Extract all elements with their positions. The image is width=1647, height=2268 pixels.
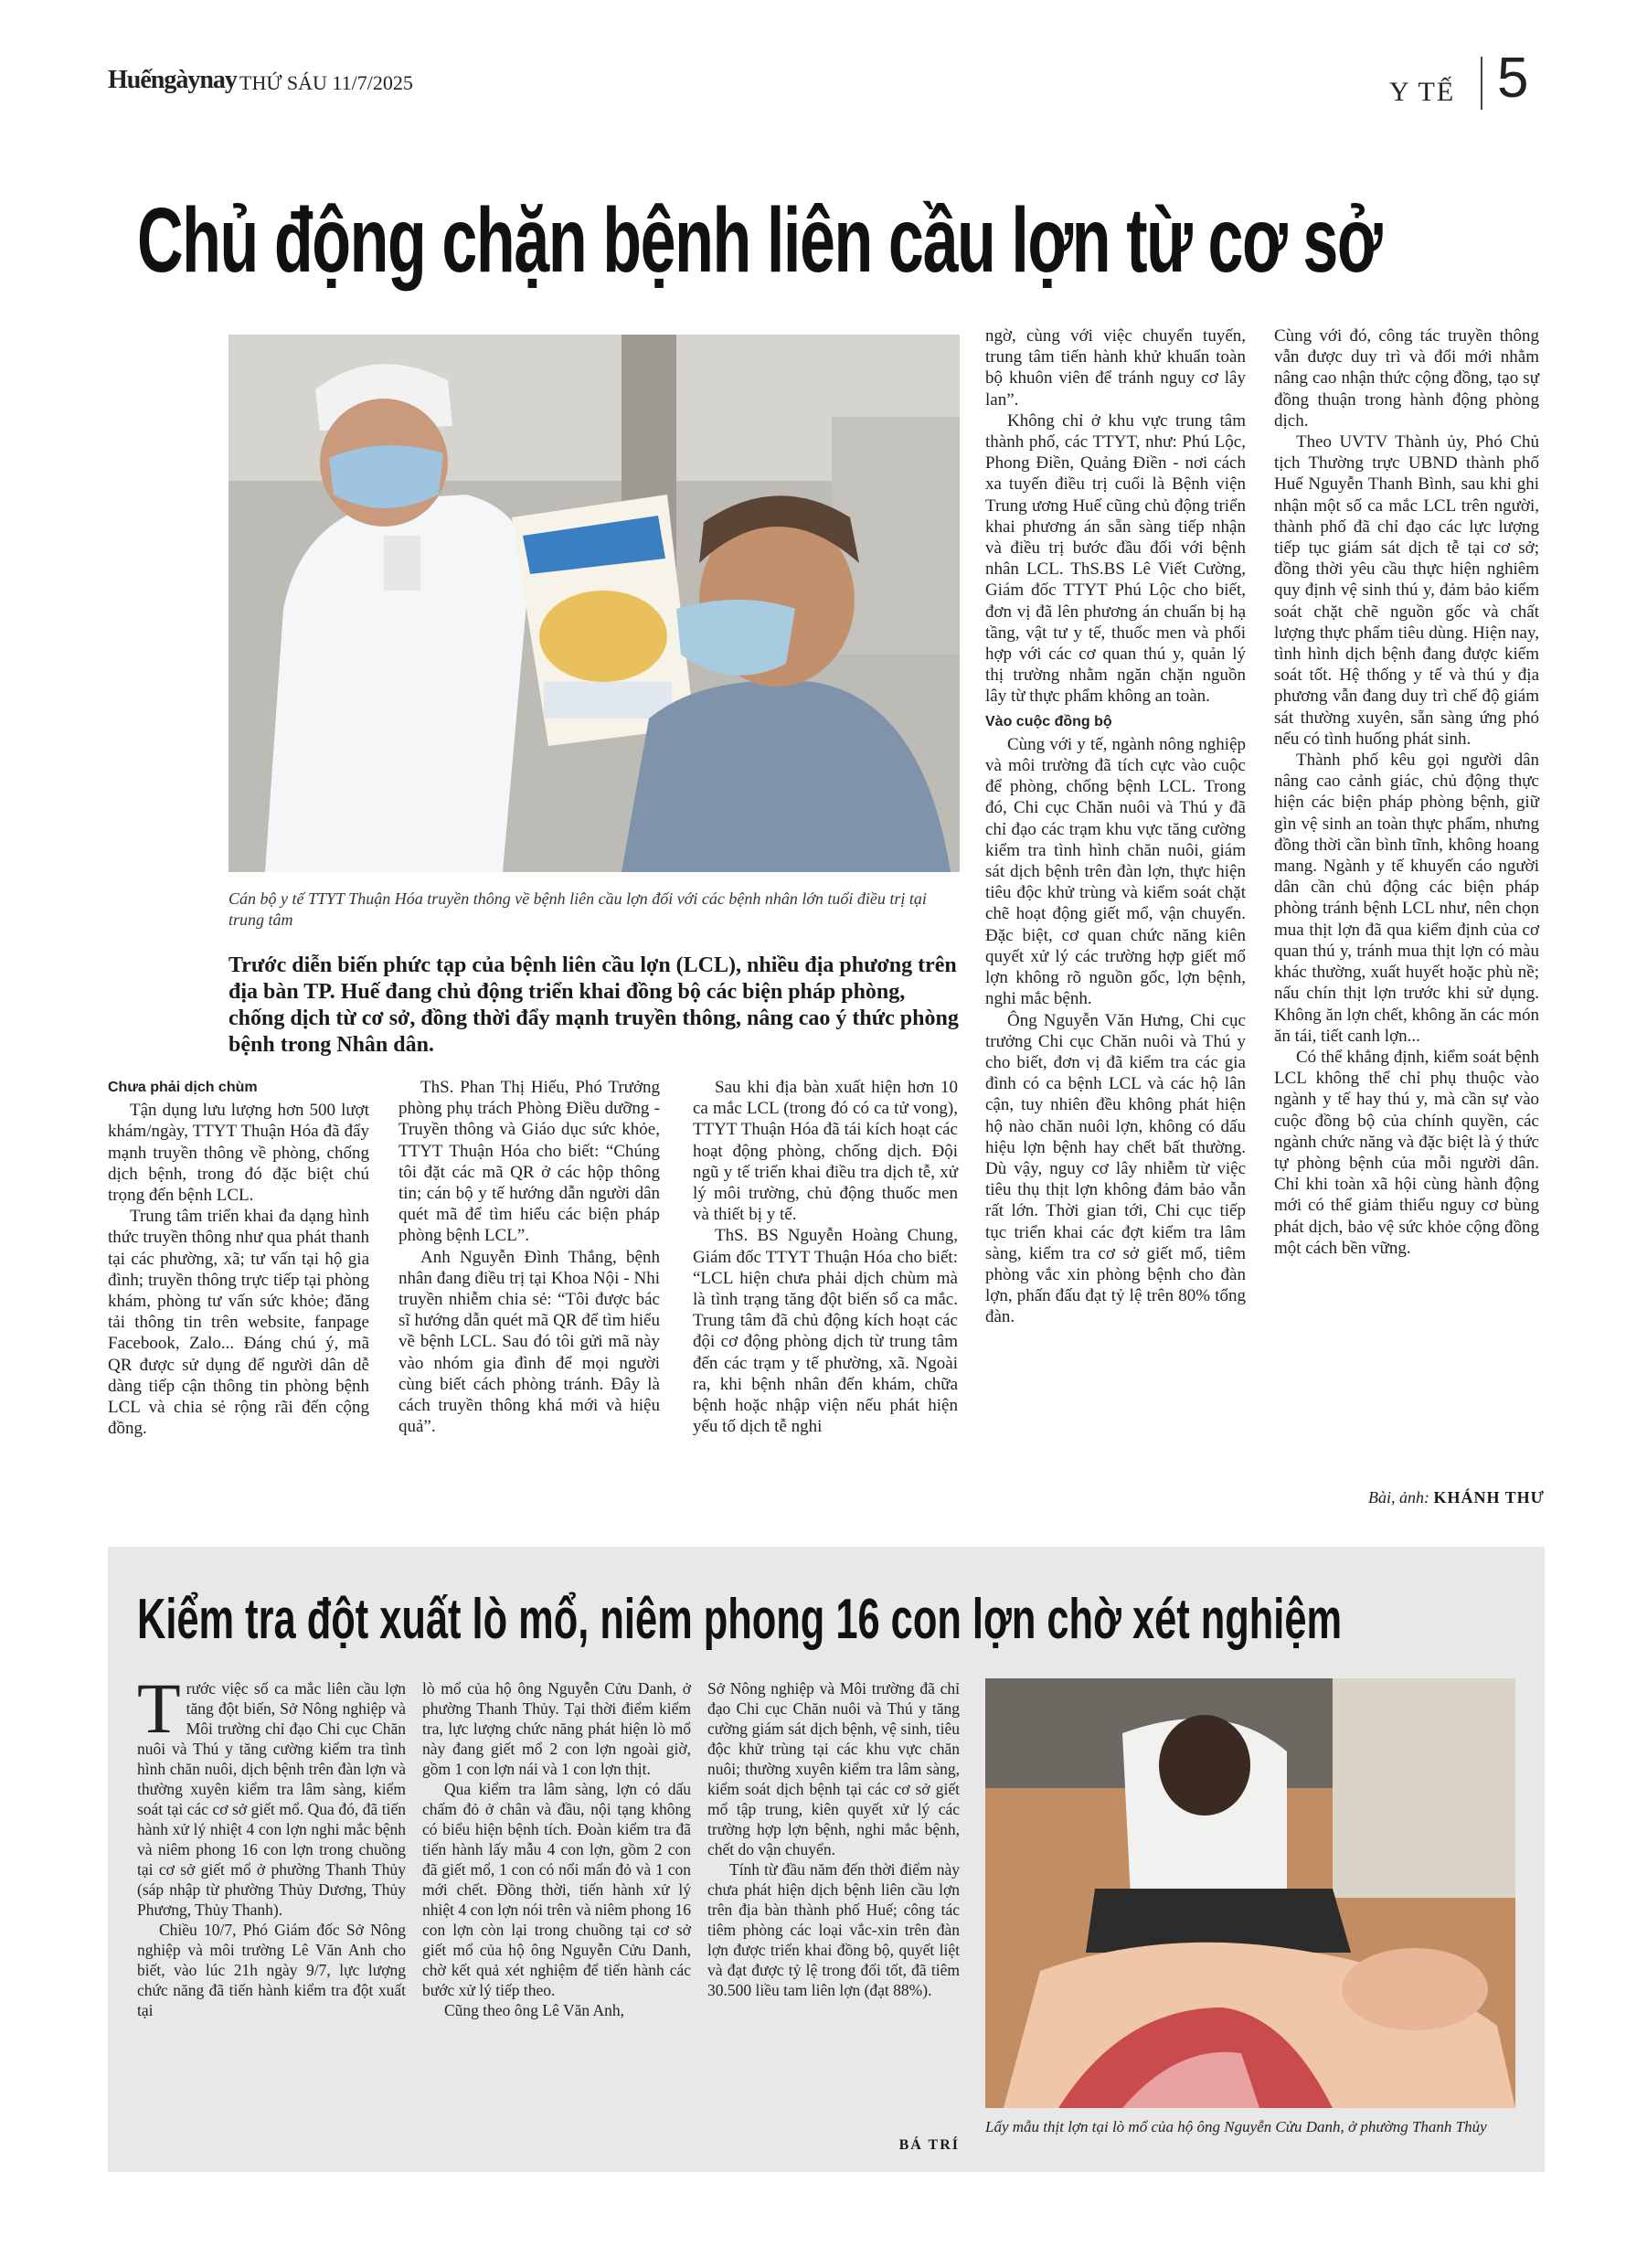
- paragraph: Ông Nguyễn Văn Hưng, Chi cục trưởng Chi cục Chăn nuôi và Thú y cho biết, đơn vị đã kiểm tra các gia đình có ca bệnh LCL và các hộ lân cận, tuy nhiên đều không phát hiện hộ nào chăn nuôi lợn, không có dấu hiệu lợn bệnh hay chết bất thường. Dù vậy, nguy cơ lây nhiễm từ việc tiêu thụ thịt lợn không đảm bảo vẫn rất lớn. Thời gian tới, Chi cục tiếp tục triển khai các đợt kiểm tra lâm sàng, kiểm tra cơ sở giết mổ, tiêm phòng vắc xin phòng bệnh cho đàn lợn, phấn đấu đạt tỷ lệ trên 80% tổng đàn.: [985, 1010, 1246, 1327]
- paragraph: Cùng với y tế, ngành nông nghiệp và môi trường đã tích cực vào cuộc để phòng, chống bệnh LCL. Trong đó, Chi cục Chăn nuôi và Thú y đã chỉ đạo các trạm khu vực tăng cường kiểm tra tình hình chăn nuôi, giám sát dịch bệnh trên đàn lợn, thực hiện tiêu độc khử trùng và kiểm soát chặt chẽ hoạt động giết mổ, vận chuyển. Đặc biệt, cơ quan chức năng kiên quyết xử lý các trường hợp giết mổ lợn không rõ nguồn gốc, lợn bệnh, nghi mắc bệnh.: [985, 734, 1246, 1009]
- paragraph: Tính từ đầu năm đến thời điểm này chưa phát hiện dịch bệnh liên cầu lợn trên địa bàn thành phố Huế; công tác tiêm phòng các loại vắc-xin trên đàn lợn được triển khai đồng bộ, quyết liệt và đạt được tỷ lệ trong đối tốt, đã tiêm 30.500 liều tam liên lợn (đạt 88%).: [707, 1860, 960, 1999]
- paragraph: Cũng theo ông Lê Văn Anh,: [444, 2001, 625, 2019]
- paragraph: lò mổ của hộ ông Nguyễn Cửu Danh, ở phường Thanh Thủy. Tại thời điểm kiểm tra, lực lượng chức năng phát hiện lò mổ này đang giết mổ 2 con lợn ngoài giờ, gồm 1 con lợn nái và 1 con lợn thịt.: [422, 1679, 691, 1778]
- article1-column-2: [398, 1077, 660, 1437]
- issue-date: THỨ SÁU 11/7/2025: [239, 71, 413, 94]
- paragraph: Thành phố kêu gọi người dân nâng cao cảnh giác, chủ động thực hiện các biện pháp phòng bệnh, giữ gìn vệ sinh an toàn thực phẩm, nhưng đồng thời cần bình tĩnh, không hoang mang. Ngành y tế khuyến cáo người dân cần chủ động các biện pháp phòng tránh bệnh LCL như, nên chọn mua thịt lợn đã qua kiểm định của cơ quan thú y, tránh mua thịt lợn có màu khác thường, xuất huyết hoặc phù nề; nấu chín thịt lợn trước khi sử dụng. Không ăn lợn chết, không ăn các món ăn tái, tiết canh lợn...: [1274, 751, 1539, 1046]
- paragraph: Tận dụng lưu lượng hơn 500 lượt khám/ngày, TTYT Thuận Hóa đã đẩy mạnh truyền thông về phòng, chống dịch bệnh, trong đó đặc biệt chú trọng đến bệnh LCL.: [108, 1101, 369, 1206]
- paragraph: Chiều 10/7, Phó Giám đốc Sở Nông nghiệp và môi trường Lê Văn Anh cho biết, vào lúc 21h ngày 9/7, lực lượng chức năng đã tiến hành kiểm tra đột xuất tại: [137, 1921, 406, 2019]
- article1-photo-caption: Cán bộ y tế TTYT Thuận Hóa truyền thông về bệnh liên cầu lợn đối với các bệnh nhân lớn tuổi điều trị tại trung tâm: [228, 889, 927, 929]
- paragraph: Sở Nông nghiệp và Môi trường đã chỉ đạo Chi cục Chăn nuôi và Thú y tăng cường giám sát dịch bệnh, vệ sinh, tiêu độc khử trùng tại các khu vực chăn nuôi; thường xuyên kiểm tra lâm sàng, kiểm soát dịch bệnh tại các cơ sở giết mổ tập trung, kiên quyết xử lý các trường hợp lợn bệnh, nghi mắc bệnh, chết do vận chuyển.: [707, 1679, 960, 1858]
- paragraph: Cùng với đó, công tác truyền thông vẫn được duy trì và đổi mới nhằm nâng cao nhận thức cộng đồng, tạo sự đồng thuận trong hành động phòng dịch.: [1274, 326, 1539, 431]
- article1-headline: [137, 172, 1563, 318]
- paragraph: ngờ, cùng với việc chuyển tuyến, trung tâm tiến hành khử khuẩn toàn bộ khuôn viên để tránh nguy cơ lây lan”.: [985, 326, 1246, 410]
- paragraph: Theo UVTV Thành ủy, Phó Chủ tịch Thường trực UBND thành phố Huế Nguyễn Thanh Bình, sau khi ghi nhận một số ca mắc LCL trên người, thành phố đã chỉ đạo các lực lượng tiếp tục giám sát dịch tễ tại cơ sở; đồng thời yêu cầu thực hiện nghiêm quy định vệ sinh thú y, đảm bảo kiểm soát chặt chẽ nguồn gốc và chất lượng thực phẩm tiêu dùng. Hiện nay, tình hình dịch bệnh đang được kiểm soát tốt. Hệ thống y tế và thú y địa phương vẫn đang duy trì chế độ giám sát thường xuyên, sẵn sàng ứng phó nếu có tình huống phát sinh.: [1274, 432, 1539, 749]
- article2-headline: [137, 1580, 1526, 1664]
- paragraph: ThS. BS Nguyễn Hoàng Chung, Giám đốc TTYT Thuận Hóa cho biết: “LCL hiện chưa phải dịch chùm mà là tình trạng tăng đột biến số ca mắc. Trung tâm đã chủ động kích hoạt các đội cơ động phòng dịch từ trung tâm đến các trạm y tế phường, xã. Ngoài ra, khi bệnh nhân đến khám, chữa bệnh hoặc nhập viện nếu phát hiện yếu tố dịch tễ nghi: [693, 1226, 958, 1437]
- article2-column-2: [422, 1678, 691, 2020]
- article2-byline: BÁ TRÍ: [898, 2137, 960, 2153]
- masthead-logo: Huếngàynay: [108, 66, 237, 94]
- page-number: 5: [1497, 47, 1529, 110]
- dropcap: T: [137, 1668, 181, 1748]
- article1-column-5: [1274, 325, 1539, 1259]
- article2-photo-caption: Lấy mẫu thịt lợn tại lò mổ của hộ ông Nguyễn Cửu Danh, ở phường Thanh Thủy: [985, 2118, 1487, 2135]
- article2-column-3: [707, 1678, 960, 2000]
- paragraph: Không chỉ ở khu vực trung tâm thành phố, các TTYT, như: Phú Lộc, Phong Điền, Quảng Điền - nơi cách xa tuyến điều trị cuối là Bệnh viện Trung ương Huế cũng chủ động triển khai phương án sẵn sàng tiếp nhận và điều trị bước đầu đối với bệnh nhân LCL. ThS.BS Lê Viết Cường, Giám đốc TTYT Phú Lộc cho biết, đơn vị đã lên phương án chuẩn bị hạ tầng, vật tư y tế, thuốc men và phối hợp với các cơ quan thú y, quản lý thị trường nhằm ngăn chặn nguồn lây từ thực phẩm không an toàn.: [985, 410, 1246, 707]
- header-divider: [1481, 57, 1482, 110]
- byline-author: KHÁNH THƯ: [1433, 1488, 1545, 1507]
- article2-headline-text: Kiểm tra đột xuất lò mổ, niêm phong 16 con lợn chờ xét nghiệm: [137, 1588, 1343, 1651]
- subhead-vao-cuoc-dong-bo: Vào cuộc đồng bộ: [985, 713, 1112, 729]
- article1-headline-text: Chủ động chặn bệnh liên cầu lợn từ cơ sở: [137, 189, 1382, 292]
- article2-column-1: [137, 1668, 406, 2020]
- article1-byline: [1298, 1488, 1545, 1507]
- paragraph: Qua kiểm tra lâm sàng, lợn có dấu chấm đỏ ở chân và đầu, nội tạng không có biểu hiện bệnh tích. Đoàn kiểm tra đã tiến hành lấy mẫu 4 con lợn, gồm 2 con đã giết mổ, 1 con có nổi mẩn đỏ và 1 con mới chết. Đồng thời, tiến hành xử lý nhiệt 4 con lợn nói trên và niêm phong 16 con lợn còn lại trong chuồng tại cơ sở giết mổ của hộ ông Nguyễn Cửu Danh, chờ kết quả xét nghiệm để tiến hành các bước xử lý tiếp theo.: [422, 1780, 691, 1999]
- section-name: Y TẾ: [1389, 77, 1456, 107]
- article1-photo: [228, 335, 960, 872]
- paragraph: ThS. Phan Thị Hiếu, Phó Trưởng phòng phụ trách Phòng Điều dưỡng - Truyền thông và Giáo dục sức khỏe, TTYT Thuận Hóa cho biết: “Chúng tôi đặt các mã QR ở các hộp thông tin; cán bộ y tế hướng dẫn người dân quét mã để tìm hiểu các biện pháp phòng bệnh LCL”.: [398, 1078, 660, 1246]
- paragraph: Có thể khẳng định, kiểm soát bệnh LCL không thể chỉ phụ thuộc vào ngành y tế hay thú y, mà cần sự vào cuộc đồng bộ của chính quyền, các ngành chức năng và đặc biệt là ý thức tự phòng bệnh của mỗi người dân. Chỉ khi toàn xã hội cùng hành động mới có thể giảm thiểu nguy cơ bùng phát dịch, bảo vệ sức khỏe cộng đồng một cách bền vững.: [1274, 1047, 1539, 1258]
- slaughterhouse-sampling-illustration: [985, 1678, 1515, 2108]
- article1-column-1: [108, 1077, 369, 1439]
- article1-column-3: [693, 1077, 958, 1437]
- article1-column-4: [985, 325, 1246, 1328]
- article1-lead: Trước diễn biến phức tạp của bệnh liên cầu lợn (LCL), nhiều địa phương trên địa bàn TP. Huế đang chủ động triển khai đồng bộ các biện pháp phòng, chống dịch từ cơ sở, đồng thời đẩy mạnh truyền thông, nâng cao ý thức phòng bệnh trong Nhân dân.: [228, 953, 959, 1057]
- paragraph: Trung tâm triển khai đa dạng hình thức truyền thông như qua phát thanh tại các phường, xã; tư vấn tại hộ gia đình; truyền thông trực tiếp tại phòng khám, phòng tư vấn sức khỏe; đăng tải thông tin trên website, fanpage Facebook, Zalo... Đáng chú ý, mã QR được sử dụng để người dân dễ dàng tiếp cận thông tin phòng bệnh LCL và chia sẻ rộng rãi đến cộng đồng.: [108, 1207, 369, 1439]
- byline-prefix: Bài, ảnh:: [1367, 1488, 1429, 1507]
- paragraph: Sau khi địa bàn xuất hiện hơn 10 ca mắc LCL (trong đó có ca tử vong), TTYT Thuận Hóa đã tái kích hoạt các hoạt động phòng, chống dịch. Đội ngũ y tế triển khai điều tra dịch tễ, xử lý môi trường, chủ động thuốc men và thiết bị y tế.: [693, 1078, 958, 1225]
- article2-photo: [985, 1678, 1515, 2108]
- paragraph-text: rước việc số ca mắc liên cầu lợn tăng đột biến, Sở Nông nghiệp và Môi trường chỉ đạo Chi cục Chăn nuôi và Thú y tăng cường kiểm tra tình hình chăn nuôi, dịch bệnh trên đàn lợn và thường xuyên kiểm tra lâm sàng, kiểm soát tại các cơ sở giết mổ. Qua đó, đã tiến hành xử lý nhiệt 4 con lợn nghi mắc bệnh và niêm phong 16 con lợn trong chuồng tại cơ sở giết mổ ở phường Thanh Thủy (sáp nhập từ phường Thủy Dương, Thủy Phương, Thủy Thanh).: [137, 1679, 406, 1919]
- paragraph: [137, 1668, 406, 1920]
- nurse-patient-illustration: [228, 335, 960, 872]
- subhead-chua-phai-dich-chum: Chưa phải dịch chùm: [108, 1080, 258, 1095]
- paragraph: Anh Nguyễn Đình Thắng, bệnh nhân đang điều trị tại Khoa Nội - Nhi truyền nhiễm chia sẻ: “Tôi được bác sĩ hướng dẫn quét mã QR để tìm hiểu về bệnh LCL. Sau đó tôi gửi mã này vào nhóm gia đình để mọi người cùng biết cách phòng tránh. Đây là cách truyền thông khá mới và hiệu quả”.: [398, 1247, 660, 1437]
